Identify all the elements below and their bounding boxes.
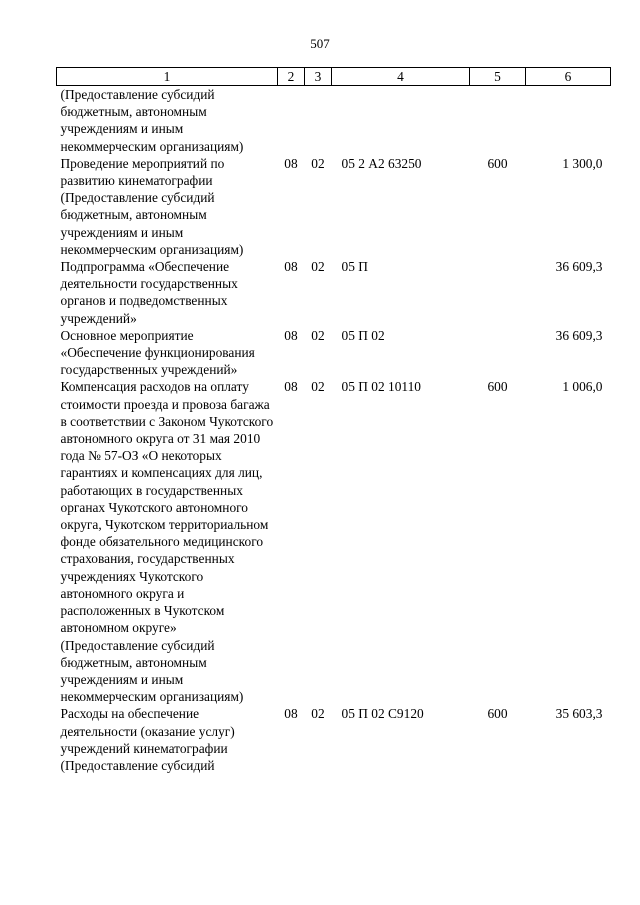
row-name: Компенсация расходов на оплату стоимости проезда и провоза багажа в соответствии с Законом Чукотского автономного округа от 31 мая 2010 года № 57-ОЗ «О некоторых гарантиях и компенсациях для лиц, работающих в государственных органах Чукотского автономного округа, Чукотском территориальном фонде обязательного медицинского страхования, государственных учреждениях Чукотского автономного округа и расположенных в Чукотском автономном округе» (Предоставление субсидий бюджетным, автономным учреждениям и иным некоммерческим организациям) — [60, 379, 274, 705]
header-col-6: 6 — [526, 68, 611, 86]
row-amount: 1 006,0 — [562, 379, 603, 395]
row-expense-type: 600 — [487, 155, 508, 171]
row-subsection: 02 — [311, 155, 325, 171]
row-name: Проведение мероприятий по развитию кинематографии (Предоставление субсидий бюджетным, автономным учреждениям и иным некоммерческим организациям) — [60, 155, 244, 257]
header-col-2: 2 — [278, 68, 305, 86]
row-expense-type — [470, 258, 526, 327]
row-section: 08 — [284, 259, 298, 275]
row-target-code — [332, 86, 470, 155]
row-expense-type — [470, 86, 526, 155]
header-col-1: 1 — [57, 68, 278, 86]
table-body — [57, 86, 611, 775]
table-row — [57, 155, 611, 258]
row-section: 08 — [284, 379, 298, 395]
table-row — [57, 378, 611, 705]
row-amount: 36 609,3 — [555, 259, 603, 275]
table-row — [57, 327, 611, 379]
header-col-5: 5 — [470, 68, 526, 86]
row-name: Подпрограмма «Обеспечение деятельности государственных органов и подведомственных учреждений» — [60, 259, 238, 326]
header-col-3: 3 — [305, 68, 332, 86]
table-row — [57, 705, 611, 774]
row-name: (Предоставление субсидий бюджетным, автономным учреждениям и иным некоммерческим организациям) — [60, 87, 244, 154]
row-section — [278, 86, 305, 155]
row-amount: 1 300,0 — [562, 155, 603, 171]
row-subsection: 02 — [311, 379, 325, 395]
row-expense-type — [470, 327, 526, 379]
row-name: Основное мероприятие «Обеспечение функционирования государственных учреждений» — [60, 327, 255, 378]
row-section: 08 — [284, 155, 298, 171]
header-col-4: 4 — [332, 68, 470, 86]
table-header — [57, 68, 611, 86]
row-target-code: 05 П — [341, 259, 368, 275]
row-subsection — [305, 86, 332, 155]
row-amount: 35 603,3 — [555, 706, 603, 722]
row-expense-type: 600 — [487, 379, 508, 395]
row-amount: 36 609,3 — [555, 327, 603, 343]
page-number: 507 — [310, 36, 330, 51]
header-row — [57, 68, 611, 86]
row-expense-type: 600 — [487, 706, 508, 722]
table-row — [57, 86, 611, 155]
row-target-code: 05 П 02 10110 — [341, 379, 421, 395]
row-target-code: 05 П 02 С9120 — [341, 706, 424, 722]
row-section: 08 — [284, 327, 298, 343]
row-target-code: 05 2 А2 63250 — [341, 155, 422, 171]
table-row — [57, 258, 611, 327]
row-target-code: 05 П 02 — [341, 327, 385, 343]
row-subsection: 02 — [311, 327, 325, 343]
budget-table — [56, 67, 611, 774]
row-section: 08 — [284, 706, 298, 722]
row-amount — [526, 86, 611, 155]
row-subsection: 02 — [311, 706, 325, 722]
row-subsection: 02 — [311, 259, 325, 275]
row-name: Расходы на обеспечение деятельности (оказание услуг) учреждений кинематографии (Предоставление субсидий — [60, 706, 235, 773]
